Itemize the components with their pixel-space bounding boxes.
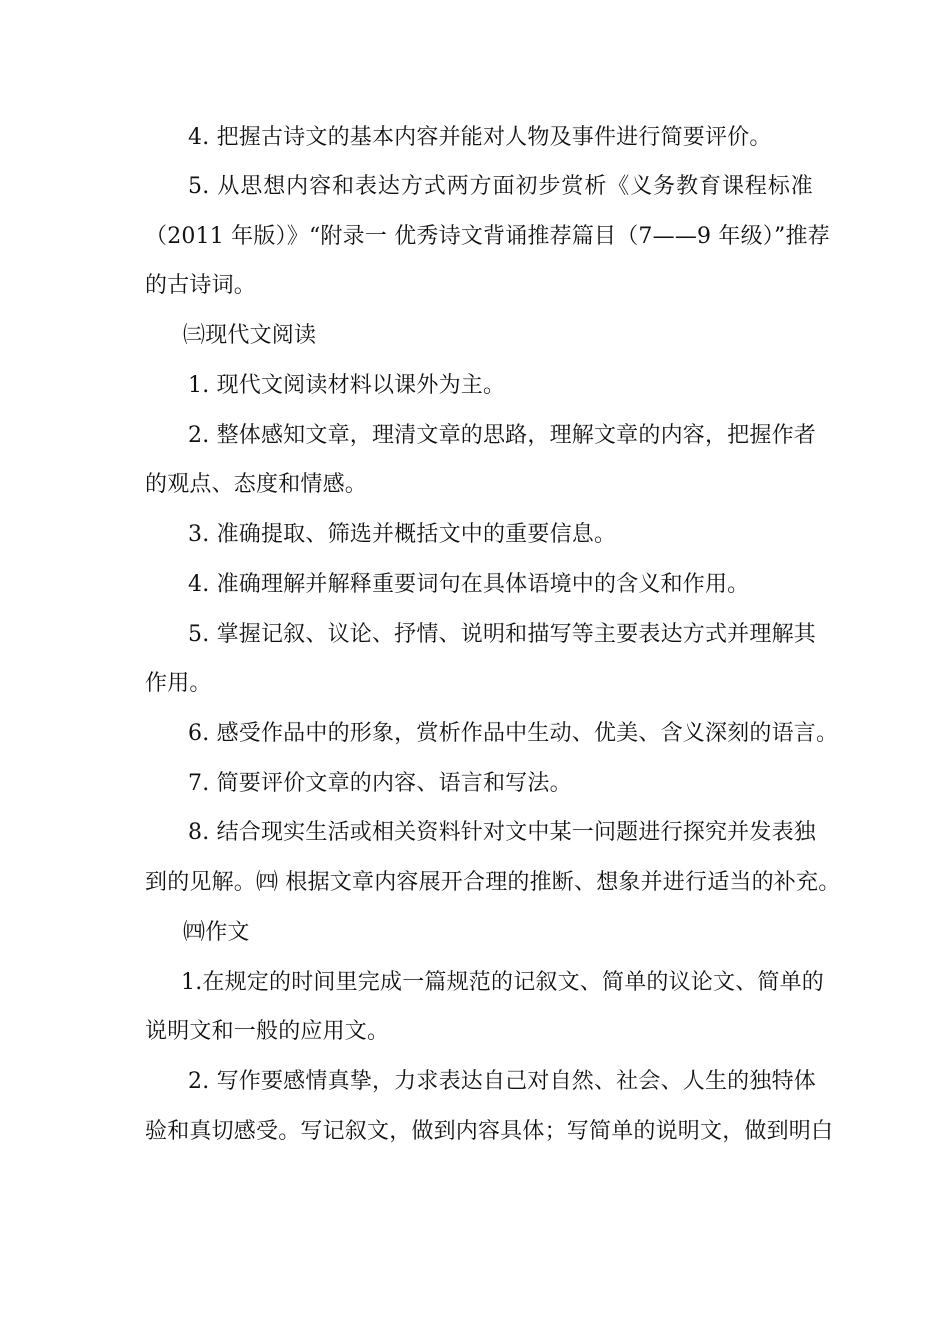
text-line: 2. 写作要感情真挚，力求表达自己对自然、社会、人生的独特体 (188, 1069, 816, 1094)
text-line: 3. 准确提取、筛选并概括文中的重要信息。 (188, 522, 617, 547)
text-line: 1. 现代文阅读材料以课外为主。 (188, 373, 506, 398)
text-line: 5. 从思想内容和表达方式两方面初步赏析《义务教育课程标准 (188, 174, 813, 199)
text-line: 7. 简要评价文章的内容、语言和写法。 (188, 771, 572, 796)
text-line: 1.在规定的时间里完成一篇规范的记叙文、简单的议论文、简单的 (181, 970, 824, 995)
text-line: 说明文和一般的应用文。 (145, 1019, 390, 1044)
text-line: 2. 整体感知文章，理清文章的思路，理解文章的内容，把握作者 (188, 423, 816, 448)
text-line: 验和真切感受。写记叙文，做到内容具体；写简单的说明文，做到明白 (145, 1119, 834, 1144)
text-line: 作用。 (145, 671, 212, 696)
section-heading: ㈣作文 (183, 920, 250, 945)
text-line: 的观点、态度和情感。 (145, 472, 368, 497)
text-line: 到的见解。㈣ 根据文章内容展开合理的推断、想象并进行适当的补充。 (145, 870, 841, 895)
text-line: 4. 把握古诗文的基本内容并能对人物及事件进行简要评价。 (188, 125, 772, 150)
text-line: 的古诗词。 (145, 273, 257, 298)
text-line: 4. 准确理解并解释重要词句在具体语境中的含义和作用。 (188, 572, 750, 597)
text-line: 8. 结合现实生活或相关资料针对文中某一问题进行探究并发表独 (188, 820, 816, 845)
section-heading: ㈢现代文阅读 (183, 323, 317, 348)
text-line: 5. 掌握记叙、议论、抒情、说明和描写等主要表达方式并理解其 (188, 622, 816, 647)
text-line: 6. 感受作品中的形象，赏析作品中生动、优美、含义深刻的语言。 (188, 721, 839, 746)
text-line: （2011 年版）》“附录一 优秀诗文背诵推荐篇目（7——9 年级）”推荐 (145, 224, 830, 249)
